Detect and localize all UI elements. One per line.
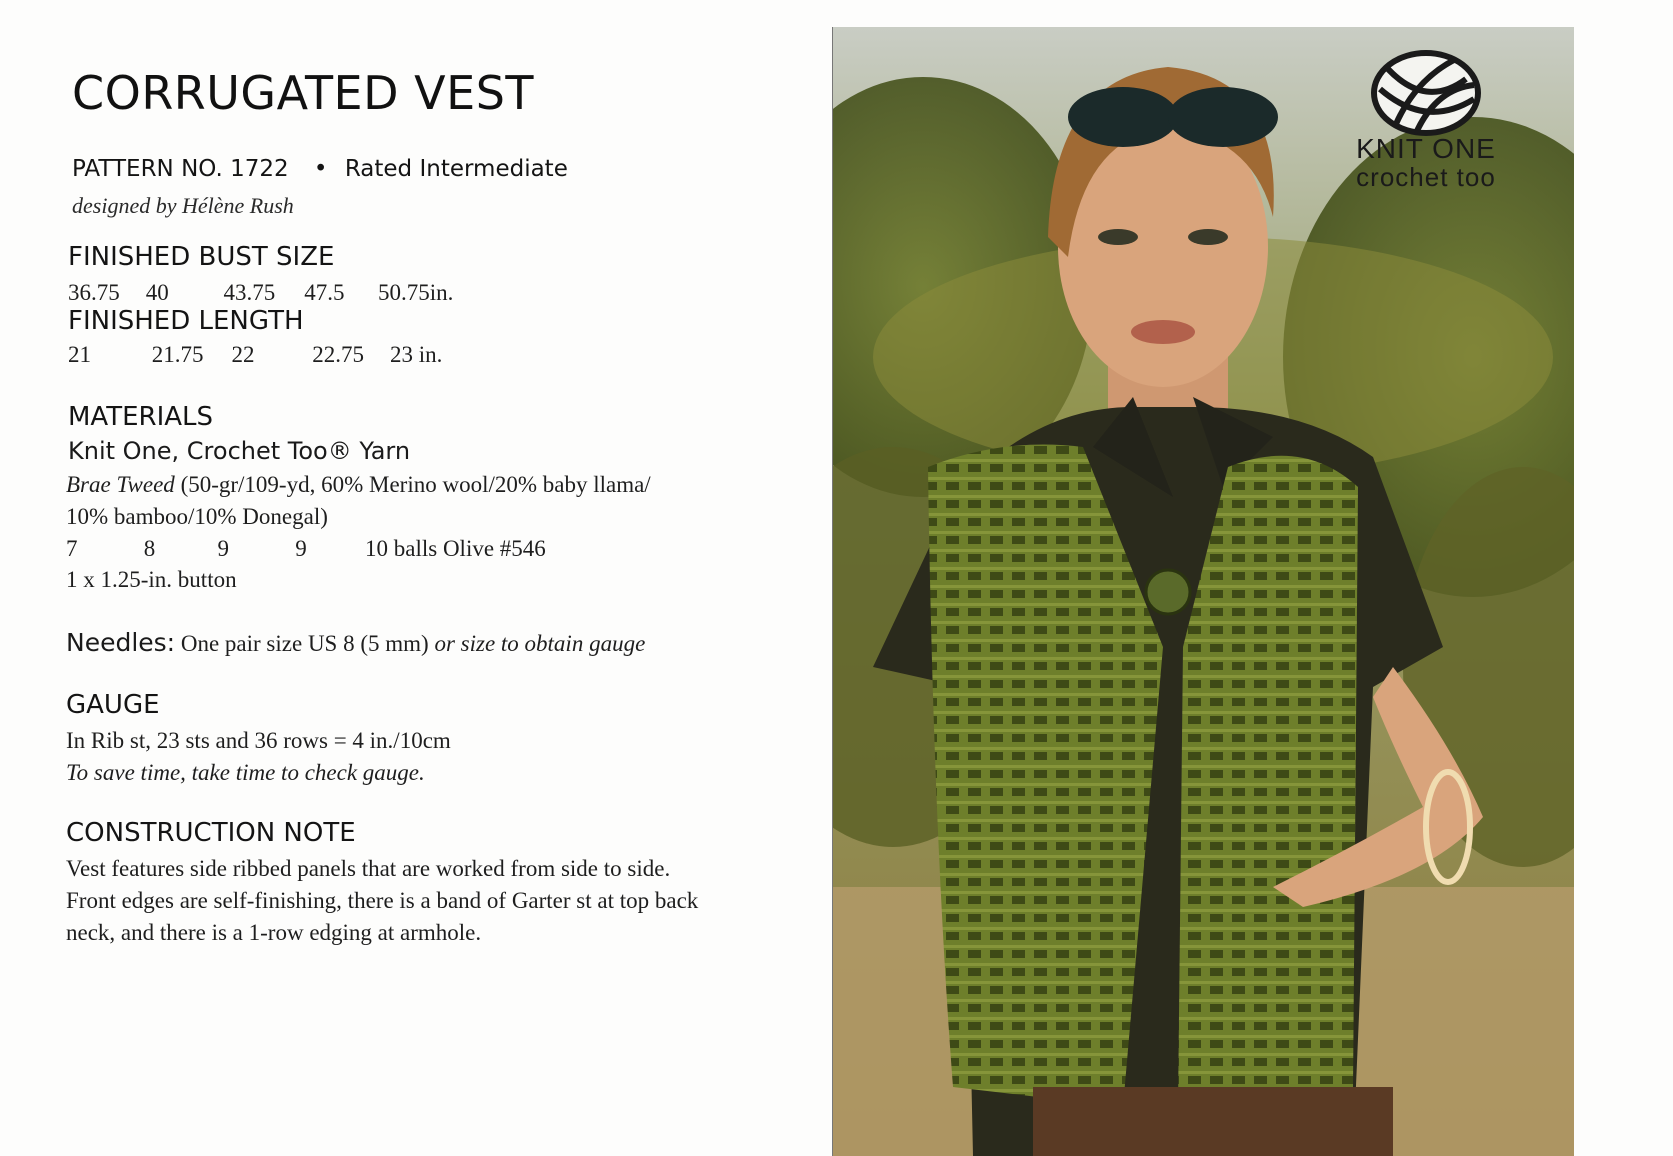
- bust-size: 36.75: [68, 280, 120, 305]
- length-heading: FINISHED LENGTH: [68, 306, 304, 336]
- construction-heading: CONSTRUCTION NOTE: [66, 818, 356, 848]
- yarn-line-1: [66, 472, 651, 498]
- balls-count: 10 balls Olive #546: [365, 536, 546, 561]
- balls-row: [66, 536, 546, 562]
- pattern-rating: Rated Intermediate: [344, 156, 568, 182]
- needles-text: One pair size US 8 (5 mm): [175, 631, 435, 656]
- bust-heading: FINISHED BUST SIZE: [68, 242, 335, 272]
- model-photo: [832, 27, 1574, 1156]
- gauge-heading: GAUGE: [66, 690, 160, 720]
- needles-gauge-note: or size to obtain gauge: [434, 631, 646, 656]
- balls-count: 7: [66, 536, 78, 561]
- gauge-line-2: To save time, take time to check gauge.: [66, 760, 425, 785]
- balls-count: 9: [295, 536, 307, 561]
- balls-count: 9: [217, 536, 229, 561]
- bust-sizes: [68, 280, 453, 306]
- button-line: 1 x 1.25-in. button: [66, 567, 237, 592]
- bust-size: 43.75: [223, 280, 276, 305]
- materials-brand: Knit One, Crochet Too® Yarn: [68, 437, 411, 465]
- brand-logo: [1306, 49, 1546, 209]
- length-size: 22.75: [312, 342, 364, 367]
- bust-size: 50.75in.: [378, 280, 454, 305]
- logo-text-line-1: KNIT ONE: [1356, 133, 1496, 164]
- construction-line-3: neck, and there is a 1-row edging at armhole.: [66, 920, 482, 945]
- needles-label: Needles:: [66, 628, 176, 657]
- bust-size: 40: [145, 280, 169, 305]
- length-size: 21.75: [151, 342, 204, 367]
- length-size: 23 in.: [390, 342, 443, 367]
- construction-line-1: Vest features side ribbed panels that are worked from side to side.: [66, 856, 671, 881]
- bust-size: 47.5: [304, 280, 345, 305]
- page-title: CORRUGATED VEST: [72, 66, 534, 120]
- yarn-line-2: 10% bamboo/10% Donegal): [66, 504, 328, 529]
- length-size: 22: [231, 342, 255, 367]
- balls-count: 8: [143, 536, 156, 561]
- pattern-number: PATTERN NO. 1722: [72, 156, 289, 182]
- bullet: •: [313, 156, 328, 182]
- gauge-line-1: In Rib st, 23 sts and 36 rows = 4 in./10cm: [66, 728, 451, 753]
- yarn-name: Brae Tweed: [66, 472, 175, 497]
- construction-line-2: Front edges are self-finishing, there is a band of Garter st at top back: [66, 888, 699, 913]
- designer-credit: designed by Hélène Rush: [72, 193, 294, 218]
- materials-heading: MATERIALS: [68, 402, 214, 432]
- yarn-description: (50-gr/109-yd, 60% Merino wool/20% baby llama/: [174, 472, 651, 497]
- needles-line: [66, 628, 645, 657]
- length-size: 21: [68, 342, 91, 367]
- yarn-ball-icon: [1306, 49, 1546, 139]
- pattern-line: [72, 156, 568, 182]
- logo-text-line-2: crochet too: [1356, 162, 1496, 192]
- length-sizes: [68, 342, 442, 368]
